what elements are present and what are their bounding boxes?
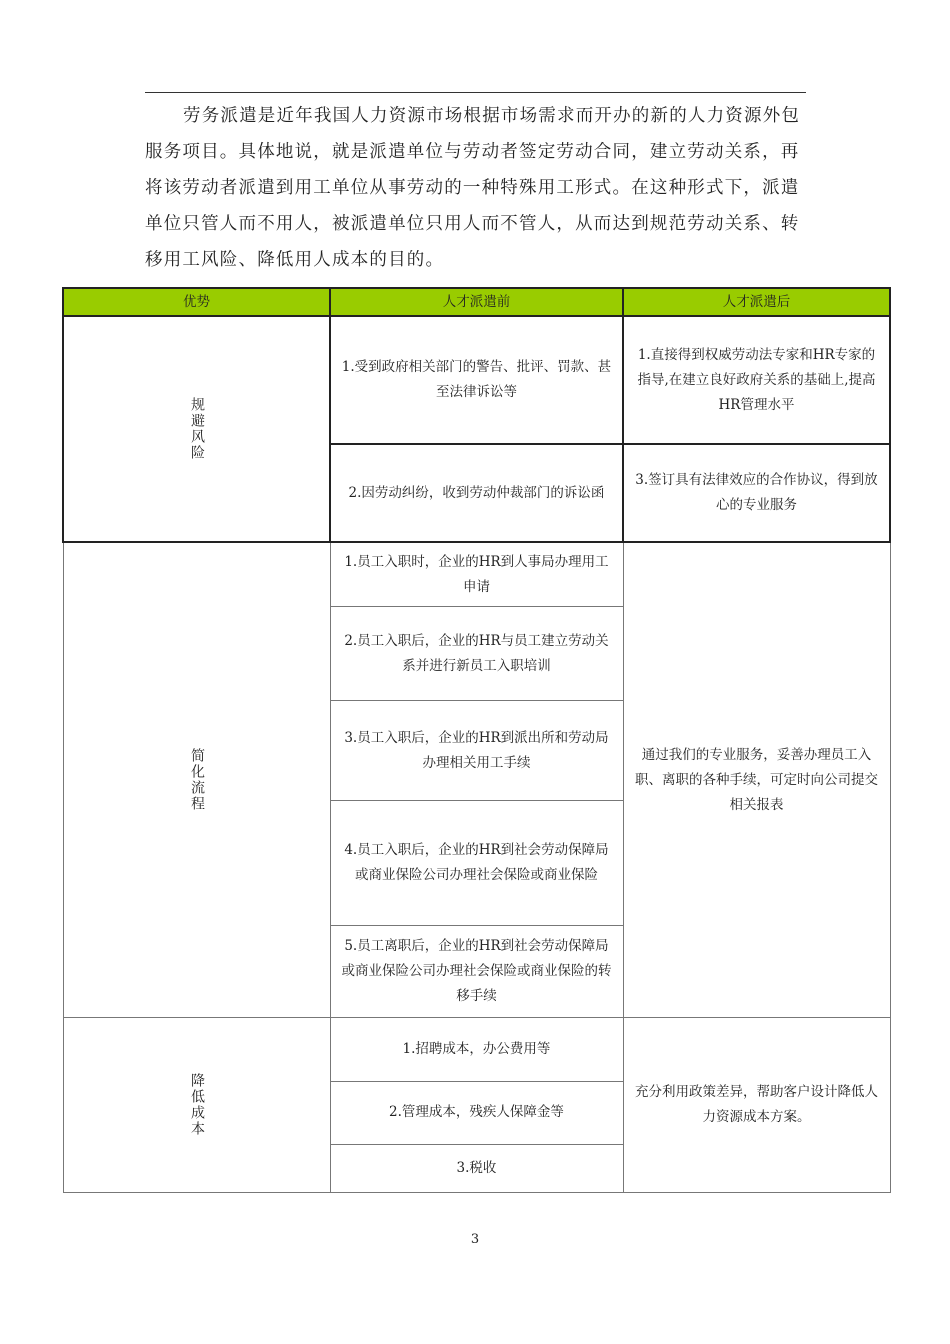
group-label-process: 简化流程: [189, 748, 205, 813]
before-cell: 1.员工入职时，企业的HR到人事局办理用工申请: [330, 542, 623, 606]
header-rule: [145, 92, 806, 93]
header-before: 人才派遣前: [330, 288, 623, 316]
group-label-cell: [63, 316, 330, 542]
table-row: [63, 316, 890, 444]
after-cell: 3.签订具有法律效应的合作协议，得到放心的专业服务: [623, 444, 890, 542]
after-cell: 通过我们的专业服务，妥善办理员工入职、离职的各种手续，可定时向公司提交相关报表: [623, 542, 890, 1017]
before-cell: 3.税收: [330, 1144, 623, 1192]
group-label-cost: 降低成本: [189, 1072, 205, 1137]
group-label-risk: 规避风险: [189, 397, 205, 462]
before-cell: 1.招聘成本，办公费用等: [330, 1017, 623, 1081]
before-cell: 2.因劳动纠纷，收到劳动仲裁部门的诉讼函: [330, 444, 623, 542]
before-cell: 1.受到政府相关部门的警告、批评、罚款、甚至法律诉讼等: [330, 316, 623, 444]
group-label-cell: [63, 1017, 330, 1192]
table-header-row: [63, 288, 890, 316]
before-cell: 2.管理成本，残疾人保障金等: [330, 1081, 623, 1144]
before-cell: 2.员工入职后，企业的HR与员工建立劳动关系并进行新员工入职培训: [330, 606, 623, 700]
after-cell: 1.直接得到权威劳动法专家和HR专家的指导,在建立良好政府关系的基础上,提高HR管理水平: [623, 316, 890, 444]
before-cell: 4.员工入职后，企业的HR到社会劳动保障局或商业保险公司办理社会保险或商业保险: [330, 801, 623, 925]
header-after: 人才派遣后: [623, 288, 890, 316]
header-advantage: 优势: [63, 288, 330, 316]
comparison-table: [62, 287, 891, 1193]
group-label-cell: [63, 542, 330, 1017]
table-row: [63, 542, 890, 606]
before-cell: 3.员工入职后，企业的HR到派出所和劳动局办理相关用工手续: [330, 701, 623, 801]
page-number: 3: [470, 1232, 480, 1247]
after-cell: 充分利用政策差异，帮助客户设计降低人力资源成本方案。: [623, 1017, 890, 1192]
before-cell: 5.员工离职后，企业的HR到社会劳动保障局或商业保险公司办理社会保险或商业保险的转移手续: [330, 925, 623, 1017]
table-row: [63, 1017, 890, 1081]
intro-paragraph: 劳务派遣是近年我国人力资源市场根据市场需求而开办的新的人力资源外包服务项目。具体地说，就是派遣单位与劳动者签定劳动合同，建立劳动关系，再将该劳动者派遣到用工单位从事劳动的一种特殊用工形式。在这种形式下，派遣单位只管人而不用人，被派遣单位只用人而不管人，从而达到规范劳动关系、转移用工风险、降低用人成本的目的。: [145, 106, 801, 270]
